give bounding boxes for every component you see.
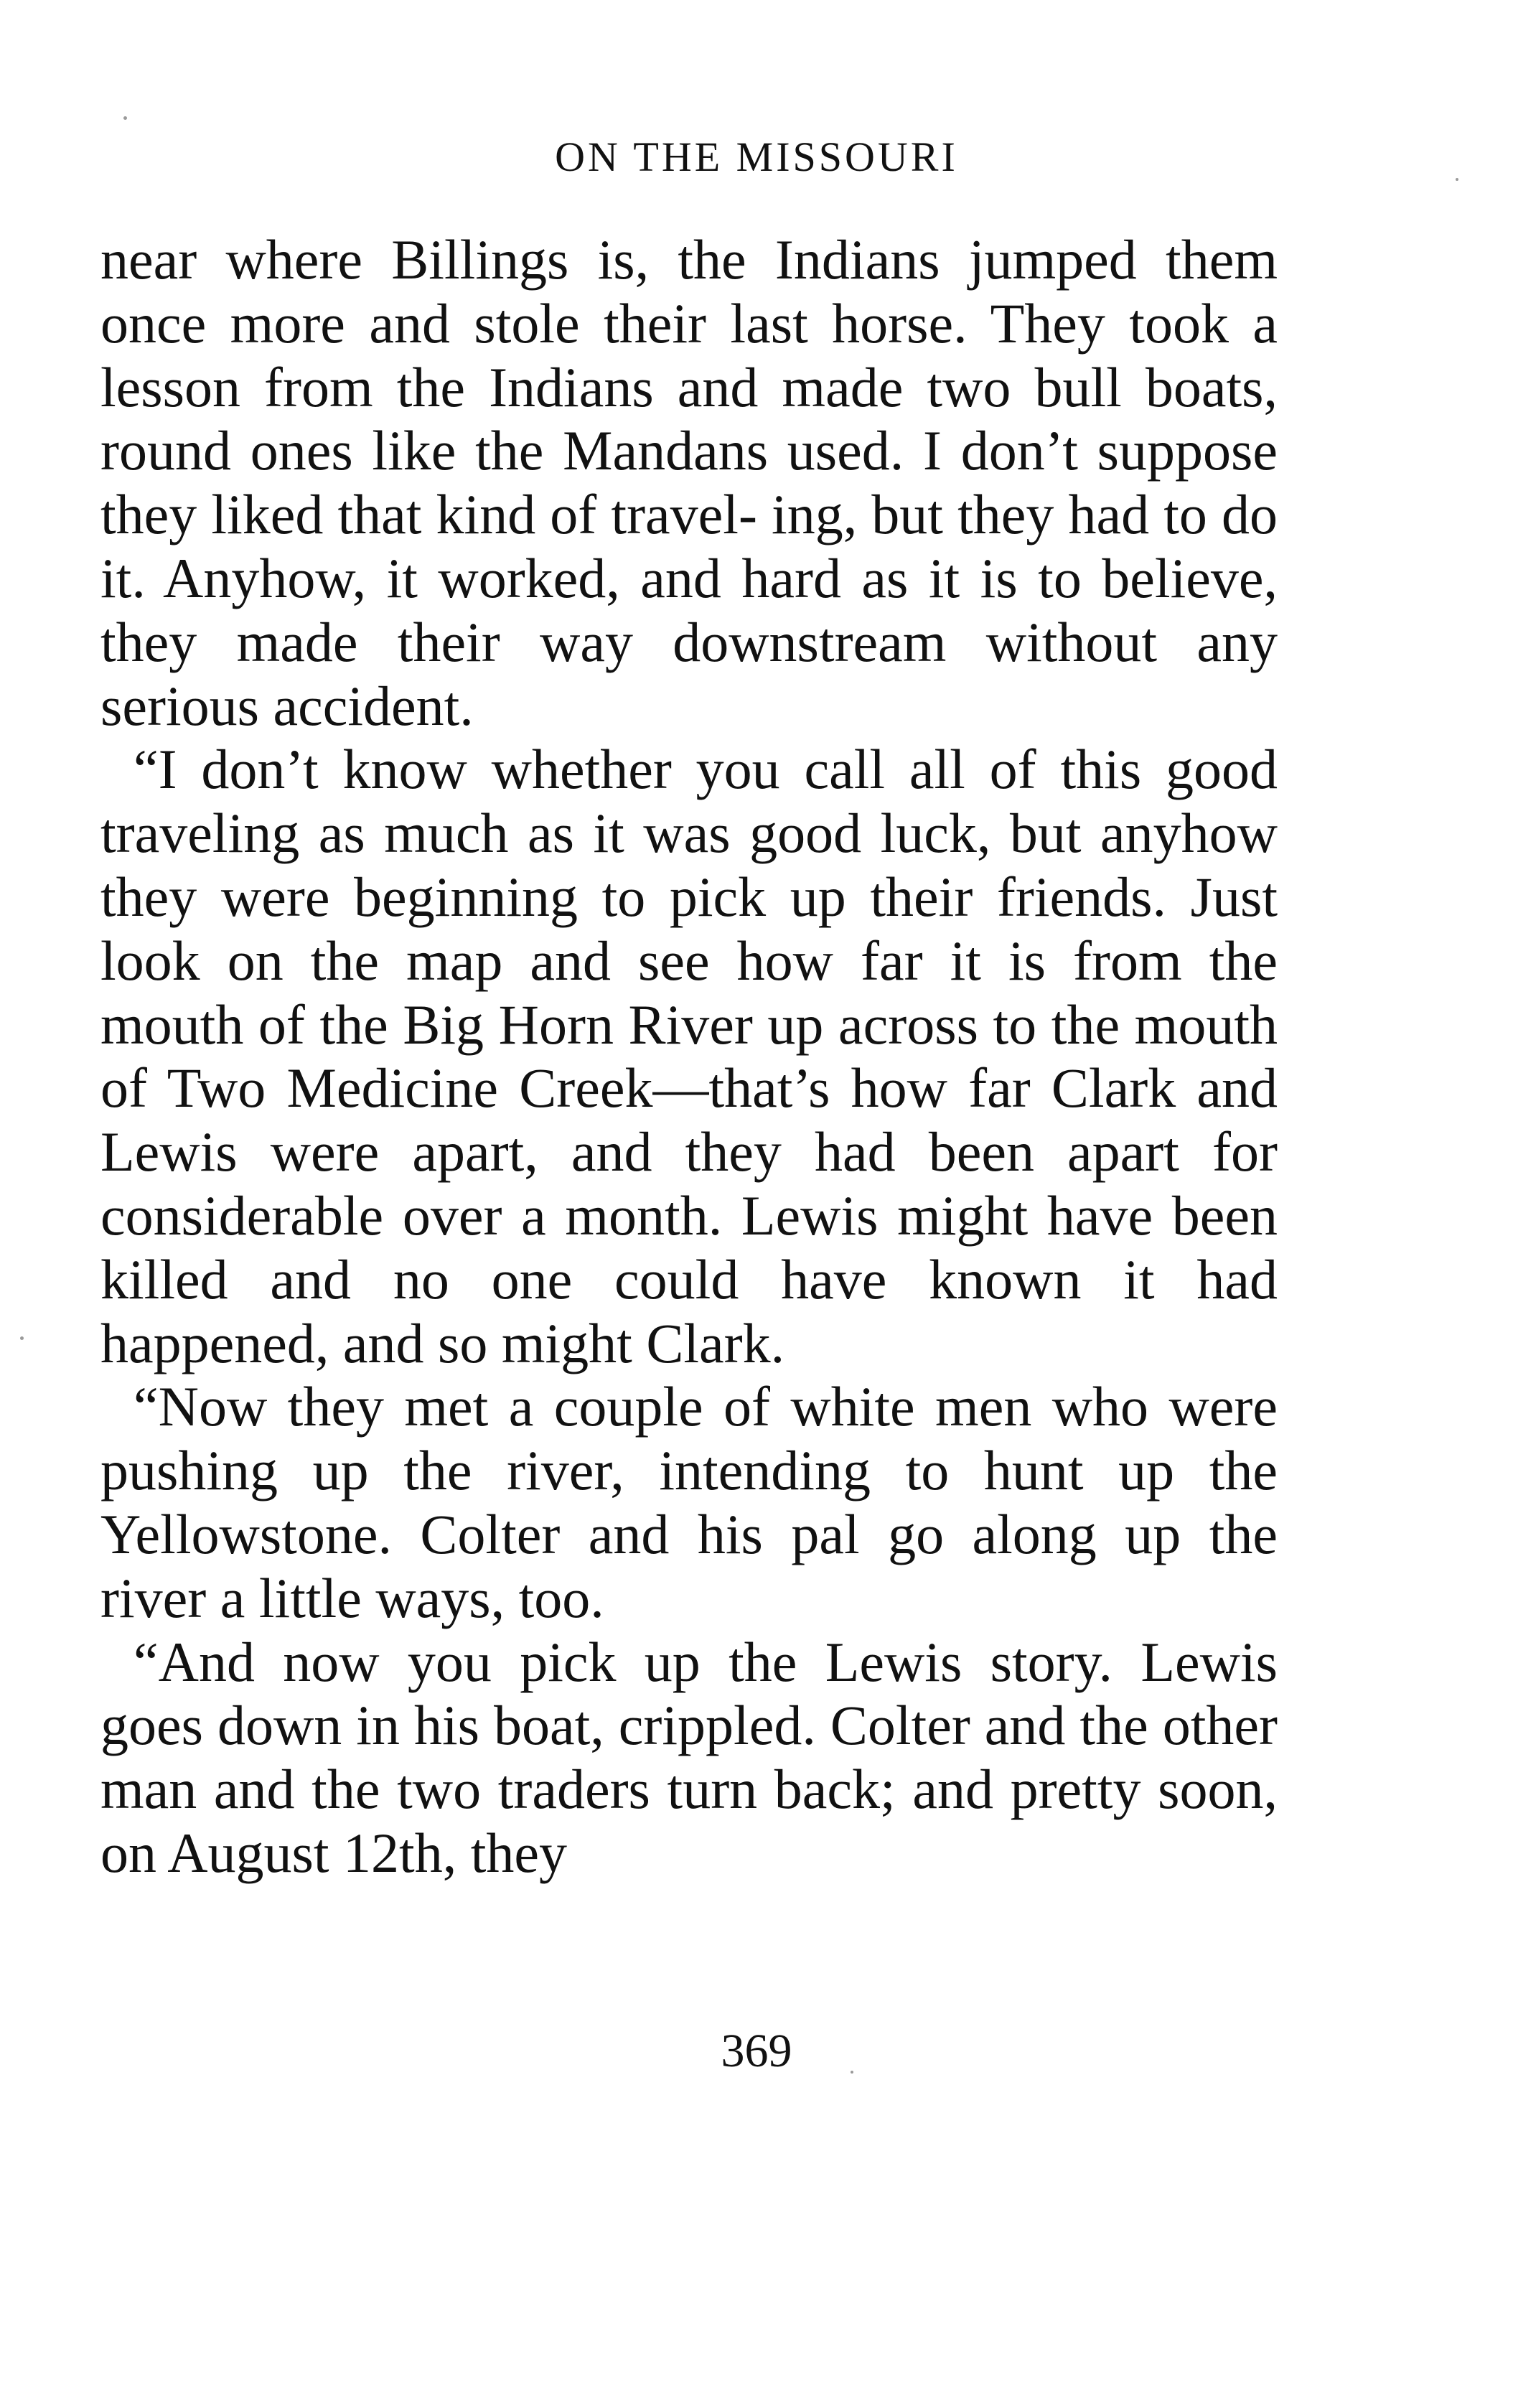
- paper-speck: [851, 2071, 853, 2074]
- paragraph-2: “I don’t know whether you call all of this good traveling as much as it was good luck, but anyhow they were beginning to pick up their friends. Just look on the map and see how far it is from the mouth of the Big Horn River up across to the mouth of Two Medicine Creek—that’s how far Clark and Lewis were apart, and they had been apart for considerable over a month. Lewis might have been killed and no one could have known it had happened, and so might Clark.: [100, 738, 1278, 1374]
- body-text: [100, 228, 1278, 1885]
- paragraph-1: near where Billings is, the Indians jumped them once more and stole their last horse. They took a lesson from the Indians and made two bull boats, round ones like the Mandans used. I don’t suppose they liked that kind of travel- ing, but they had to do it. Anyhow, it worked, and hard as it is to believe, they made their way downstream without any serious accident.: [100, 228, 1278, 737]
- paper-speck: [1456, 178, 1458, 181]
- paragraph-3: “Now they met a couple of white men who were pushing up the river, intending to hunt up the Yellowstone. Colter and his pal go along up the river a little ways, too.: [100, 1375, 1278, 1629]
- page-number: 369: [721, 2025, 792, 2077]
- paper-speck: [123, 116, 127, 120]
- running-head: ON THE MISSOURI: [555, 133, 958, 180]
- paper-speck: [20, 1336, 24, 1340]
- paragraph-4: “And now you pick up the Lewis story. Lewis goes down in his boat, crippled. Colter and the other man and the two traders turn back; and pretty soon, on August 12th, they: [100, 1630, 1278, 1884]
